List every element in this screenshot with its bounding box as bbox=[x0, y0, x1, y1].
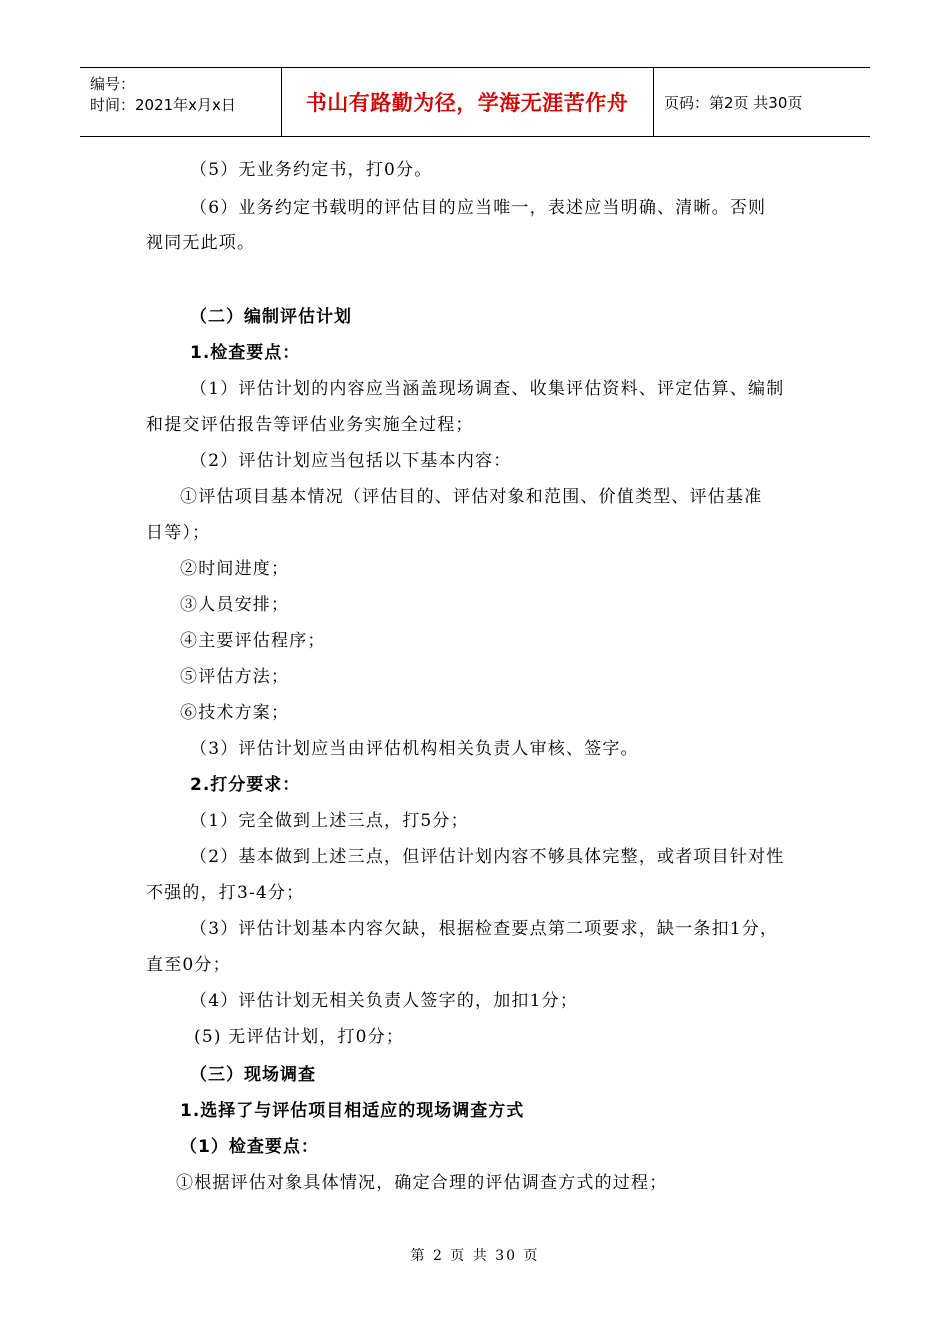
subsection-heading: （1）检查要点： bbox=[180, 1137, 319, 1157]
page-footer: 第 2 页 共 30 页 bbox=[410, 1248, 540, 1264]
list-item: ③人员安排； bbox=[180, 595, 290, 615]
paragraph-line: 日等）； bbox=[146, 523, 211, 543]
header-meta bbox=[80, 68, 280, 136]
header-page-info: 页码：第2页 共30页 bbox=[664, 93, 803, 112]
list-item: ⑤评估方法； bbox=[180, 667, 290, 687]
paragraph-line: 和提交评估报告等评估业务实施全过程； bbox=[146, 415, 474, 435]
page-header bbox=[80, 67, 870, 137]
paragraph-line: （5）无业务约定书，打0分。 bbox=[190, 160, 433, 180]
list-item: ①评估项目基本情况（评估目的、评估对象和范围、价值类型、评估基准 bbox=[180, 487, 763, 507]
paragraph-line: 不强的，打3-4分； bbox=[146, 883, 305, 903]
paragraph-line: (5) 无评估计划，打0分； bbox=[194, 1027, 405, 1047]
list-item: ⑥技术方案； bbox=[180, 703, 290, 723]
paragraph-line: （3）评估计划应当由评估机构相关负责人审核、签字。 bbox=[190, 739, 639, 759]
subsection-heading: 1.选择了与评估项目相适应的现场调查方式 bbox=[180, 1101, 525, 1121]
paragraph-line: （2）基本做到上述三点，但评估计划内容不够具体完整，或者项目针对性 bbox=[190, 847, 785, 867]
paragraph-line: （1）完全做到上述三点，打5分； bbox=[190, 811, 469, 831]
paragraph-line: （4）评估计划无相关负责人签字的，加扣1分； bbox=[190, 991, 579, 1011]
subsection-heading: 2.打分要求： bbox=[190, 775, 301, 795]
paragraph-line: （2）评估计划应当包括以下基本内容： bbox=[190, 451, 512, 471]
paragraph-line: （1）评估计划的内容应当涵盖现场调查、收集评估资料、评定估算、编制 bbox=[190, 379, 785, 399]
paragraph-line: （6）业务约定书载明的评估目的应当唯一，表述应当明确、清晰。否则 bbox=[190, 198, 767, 218]
section-heading: （三）现场调查 bbox=[190, 1065, 316, 1085]
paragraph-line: 直至0分； bbox=[146, 955, 231, 975]
paragraph-line: （3）评估计划基本内容欠缺，根据检查要点第二项要求，缺一条扣1分， bbox=[190, 919, 779, 939]
serial-number-label: 编号： bbox=[90, 75, 136, 93]
list-item: ②时间进度； bbox=[180, 559, 290, 579]
list-item: ④主要评估程序； bbox=[180, 631, 326, 651]
header-divider bbox=[653, 68, 654, 136]
date-label: 时间：2021年x月x日 bbox=[90, 96, 236, 114]
paragraph-line: 视同无此项。 bbox=[146, 233, 256, 253]
header-motto: 书山有路勤为径，学海无涯苦作舟 bbox=[305, 91, 629, 115]
list-item: ①根据评估对象具体情况，确定合理的评估调查方式的过程； bbox=[176, 1173, 668, 1193]
subsection-heading: 1.检查要点： bbox=[190, 343, 301, 363]
section-heading: （二）编制评估计划 bbox=[190, 307, 352, 327]
